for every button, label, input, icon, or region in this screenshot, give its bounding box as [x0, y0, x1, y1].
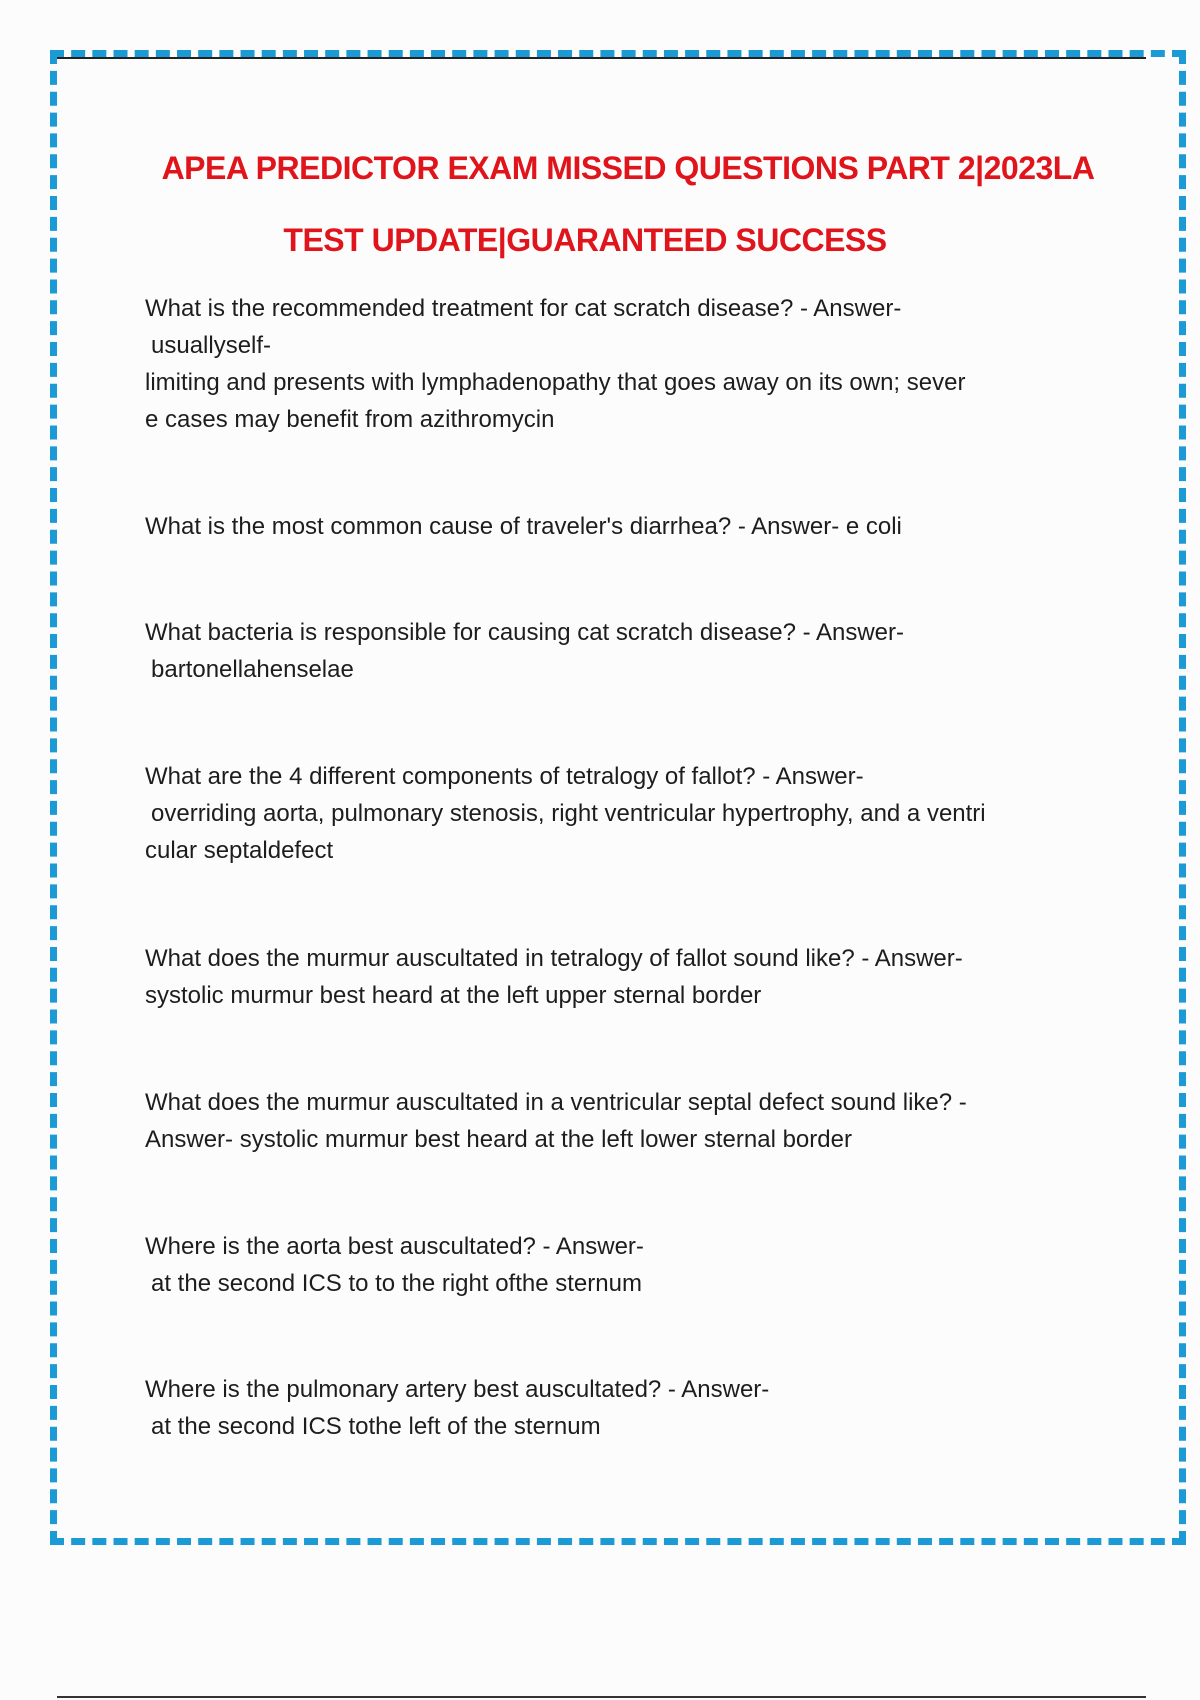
- document-title-line-2: TEST UPDATE|GUARANTEED SUCCESS: [283, 222, 887, 258]
- qa-line: What is the most common cause of traveler's diarrhea? - Answer- e coli: [145, 513, 902, 540]
- qa-line: What is the recommended treatment for cat scratch disease? - Answer-: [145, 295, 902, 322]
- qa-line: Where is the pulmonary artery best auscultated? - Answer-: [145, 1376, 770, 1403]
- qa-item-5: [145, 940, 1085, 1014]
- qa-line: at the second ICS to to the right ofthe sternum: [151, 1270, 642, 1297]
- qa-line: e cases may benefit from azithromycin: [145, 406, 555, 433]
- qa-item-1: [145, 290, 1085, 438]
- top-rule: [57, 57, 1146, 59]
- qa-line: cular septaldefect: [145, 837, 334, 864]
- qa-line: Answer- systolic murmur best heard at the left lower sternal border: [145, 1126, 852, 1153]
- qa-line: bartonellahenselae: [151, 656, 354, 683]
- qa-item-3: [145, 614, 1085, 688]
- qa-line: What are the 4 different components of tetralogy of fallot? - Answer-: [145, 763, 864, 790]
- qa-line: limiting and presents with lymphadenopathy that goes away on its own; sever: [145, 369, 966, 396]
- qa-item-7: [145, 1228, 1085, 1302]
- qa-item-4: [145, 758, 1085, 869]
- document-title-line-1: APEA PREDICTOR EXAM MISSED QUESTIONS PART 2|2023LA: [161, 150, 1095, 186]
- qa-line: systolic murmur best heard at the left upper sternal border: [145, 982, 762, 1009]
- qa-line: at the second ICS tothe left of the sternum: [151, 1413, 601, 1440]
- qa-line: usuallyself-: [151, 332, 272, 359]
- qa-line: What does the murmur auscultated in tetralogy of fallot sound like? - Answer-: [145, 945, 963, 972]
- qa-item-2: [145, 508, 1085, 545]
- qa-line: What does the murmur auscultated in a ventricular septal defect sound like? -: [145, 1089, 967, 1116]
- qa-item-8: [145, 1371, 1085, 1445]
- qa-item-6: [145, 1084, 1085, 1158]
- qa-line: What bacteria is responsible for causing cat scratch disease? - Answer-: [145, 619, 905, 646]
- bottom-rule: [57, 1696, 1146, 1698]
- qa-line: overriding aorta, pulmonary stenosis, right ventricular hypertrophy, and a ventri: [151, 800, 986, 827]
- qa-line: Where is the aorta best auscultated? - Answer-: [145, 1233, 644, 1260]
